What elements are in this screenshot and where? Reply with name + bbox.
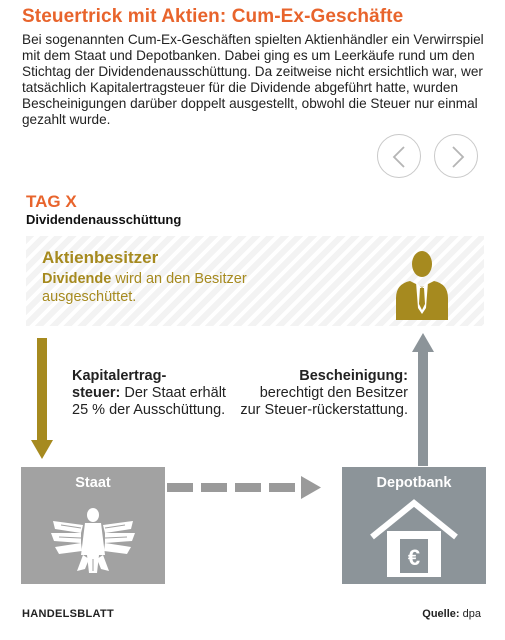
source-label: Quelle: [422, 608, 460, 620]
staat-to-bank-dashed-arrow [167, 476, 321, 499]
intro-text: Bei sogenannten Cum-Ex-Geschäften spielten Aktienhändler ein Verwirrspiel mit dem Staat und Depotbanken. Dabei ging es um Leerkäufe rund um den Stichtag der Dividendenausschüttung. Da zeitweise nicht ersichtlich war, wer tatsächlich Kapitalertragsteuer für die Dividende abgeführt hatte, wurden Bescheinigungen darüber doppelt ausgestellt, obwohl die Steuer nur einmal gezahlt wurde. [22, 32, 484, 127]
certificate-title: Bescheinigung: [299, 368, 408, 384]
step-label: TAG X [26, 192, 77, 211]
staat-box [21, 467, 165, 584]
publisher-logo: HANDELSBLATT [22, 608, 114, 620]
step-sublabel: Dividendenausschüttung [26, 212, 182, 227]
svg-text:€: € [407, 545, 421, 570]
tax-title: Kapitalertrag- steuer: [72, 368, 167, 401]
tax-text-rest: Der Staat erhält 25 % der Ausschüttung. [72, 385, 226, 418]
tax-description [72, 368, 232, 419]
owner-text-rest: wird an den Besitzer ausgeschüttet. [42, 271, 247, 305]
owner-text-bold: Dividende [42, 271, 112, 287]
certificate-text-rest: berechtigt den Besitzer zur Steuer-rückerstattung. [240, 385, 408, 418]
depotbank-box [342, 467, 486, 584]
tax-down-arrow [31, 338, 53, 459]
source-value: dpa [462, 608, 481, 620]
depotbank-label: Depotbank [376, 475, 452, 491]
source-credit [422, 608, 481, 620]
federal-eagle-icon [21, 467, 165, 584]
certificate-up-arrow [412, 333, 434, 466]
certificate-description [240, 368, 408, 419]
owner-title: Aktienbesitzer [42, 248, 159, 267]
page-title: Steuertrick mit Aktien: Cum-Ex-Geschäfte [22, 6, 404, 27]
staat-label: Staat [75, 475, 111, 491]
bank-house-euro-icon [342, 467, 486, 584]
